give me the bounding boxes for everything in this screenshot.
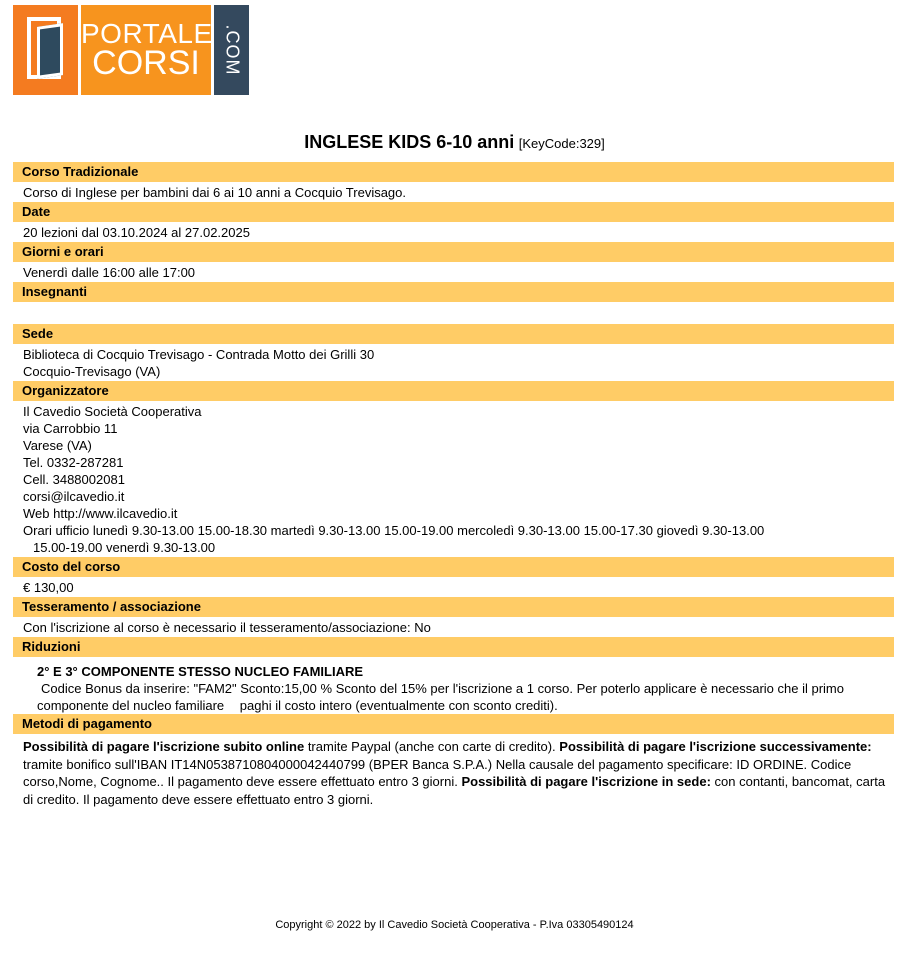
pay-sede-bold: Possibilità di pagare l'iscrizione in sede: (461, 774, 711, 790)
org-cell: Cell. 3488002081 (23, 472, 125, 487)
org-hours-2: 15.00-19.00 venerdì 9.30-13.00 (33, 540, 216, 555)
corso-description: Corso di Inglese per bambini dai 6 ai 10 anni a Cocquio Trevisago. (23, 185, 407, 200)
course-details (13, 162, 894, 808)
section-header-pagamento: Metodi di pagamento (13, 714, 894, 734)
riduzione-desc-1: Sconto del 15% per l'iscrizione a 1 corso. Per poterlo applicare è necessario che il primo componente del nucleo familiare (37, 681, 844, 713)
door-icon (13, 5, 78, 95)
org-email: corsi@ilcavedio.it (23, 489, 125, 504)
pay-entro-1: Il pagamento deve essere effettuato entro 3 giorni. (167, 774, 458, 790)
logo-tld-text: .COM (222, 24, 242, 76)
pay-online (23, 739, 556, 754)
pay-entro-2: Il pagamento deve essere effettuato entro 3 giorni. (83, 791, 374, 807)
section-header-tesseramento: Tesseramento / associazione (13, 597, 894, 617)
keycode: [KeyCode:329] (518, 136, 605, 151)
org-hours-1: Orari ufficio lunedì 9.30-13.00 15.00-18.30 martedì 9.30-13.00 15.00-19.00 mercoledì 9.30-13.00 15.00-17.30 giovedì 9.30-13.00 (23, 523, 765, 538)
section-header-costo: Costo del corso (13, 557, 894, 577)
section-header-riduzioni: Riduzioni (13, 637, 894, 657)
org-tel: Tel. 0332-287281 (23, 455, 124, 470)
org-name: Il Cavedio Società Cooperativa (23, 404, 202, 419)
riduzione-bonus: Codice Bonus da inserire: "FAM2" Sconto:15,00 % (41, 681, 333, 696)
org-web: Web http://www.ilcavedio.it (23, 506, 178, 521)
date-text: 20 lezioni dal 03.10.2024 al 27.02.2025 (23, 225, 250, 240)
org-city: Varese (VA) (23, 438, 92, 453)
insegnanti-empty (13, 303, 894, 324)
section-header-corso: Corso Tradizionale (13, 162, 894, 182)
course-title (0, 132, 909, 153)
section-header-orari: Giorni e orari (13, 242, 894, 262)
riduzione-desc-2: paghi il costo intero (eventualmente con sconto crediti). (239, 698, 558, 713)
section-header-organizzatore: Organizzatore (13, 381, 894, 401)
sede-line-2: Cocquio-Trevisago (VA) (23, 364, 161, 379)
org-address: via Carrobbio 11 (23, 421, 118, 436)
section-header-date: Date (13, 202, 894, 222)
sede-line-1: Biblioteca di Cocquio Trevisago - Contrada Motto dei Grilli 30 (23, 347, 375, 362)
pay-online-rest: tramite Paypal (anche con carte di credito). (304, 739, 556, 754)
pay-bonifico: tramite bonifico sull'IBAN IT14N0538710804000042440799 (BPER Banca S.P.A.) (23, 756, 493, 772)
pagamento-text (13, 735, 894, 808)
section-header-insegnanti: Insegnanti (13, 282, 894, 302)
pay-sede-rest: con contanti, bancomat, carta di credito. (23, 774, 886, 807)
logo-wordmark (81, 5, 211, 95)
course-title-main: INGLESE KIDS 6-10 anni (304, 132, 515, 152)
logo-line-2: CORSI (92, 44, 200, 82)
pay-online-bold: Possibilità di pagare l'iscrizione subito online (23, 739, 305, 754)
riduzione-body (13, 680, 894, 714)
footer-copyright: Copyright © 2022 by Il Cavedio Società Cooperativa - P.Iva 03305490124 (275, 919, 634, 931)
logo-line-1: PORTALE (81, 18, 213, 49)
logo-tld (214, 5, 249, 95)
pay-later-bold: Possibilità di pagare l'iscrizione successivamente: (559, 739, 872, 754)
tesseramento-text: Con l'iscrizione al corso è necessario il tesseramento/associazione: No (23, 620, 431, 635)
pay-causale: Nella causale del pagamento specificare: ID ORDINE. Codice corso,Nome, Cognome.. (23, 756, 852, 790)
organizzatore-text (13, 402, 894, 557)
section-header-sede: Sede (13, 324, 894, 344)
pay-later (559, 739, 871, 754)
riduzione-title: 2° E 3° COMPONENTE STESSO NUCLEO FAMILIARE (37, 664, 364, 679)
sede-text (13, 345, 894, 381)
costo-text: € 130,00 (23, 580, 74, 595)
orari-text: Venerdì dalle 16:00 alle 17:00 (23, 265, 196, 280)
